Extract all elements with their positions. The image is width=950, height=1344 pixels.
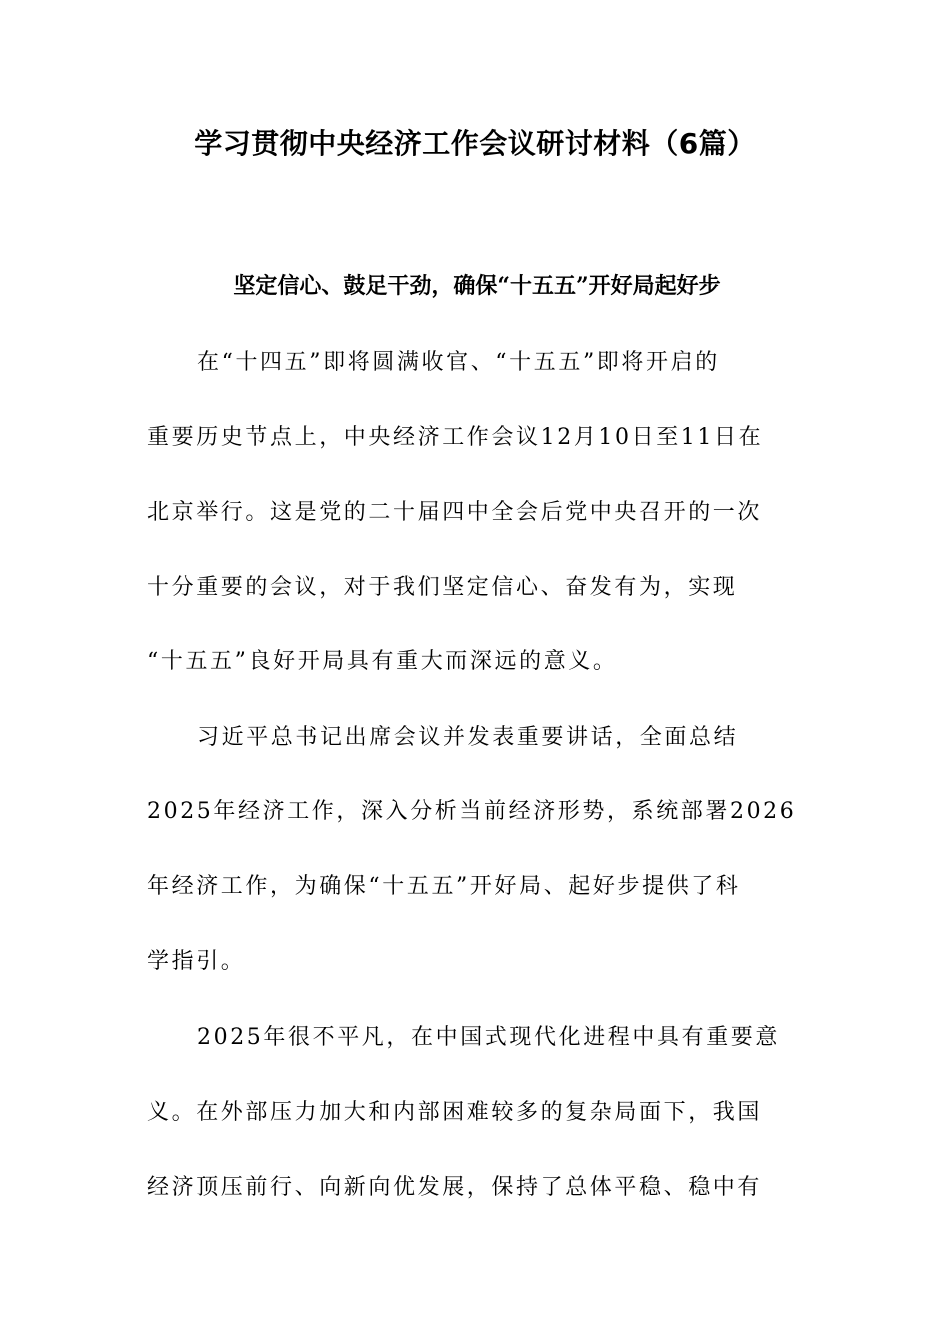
paragraph-line: 义。在外部压力加大和内部困难较多的复杂局面下，我国 bbox=[147, 1100, 763, 1125]
paragraph-line: 在“十四五”即将圆满收官、“十五五”即将开启的 bbox=[197, 350, 720, 375]
paragraph-line: 北京举行。这是党的二十届四中全会后党中央召开的一次 bbox=[147, 500, 763, 525]
paragraph-line: 重要历史节点上，中央经济工作会议12月10日至11日在 bbox=[147, 425, 764, 450]
document-title: 学习贯彻中央经济工作会议研讨材料（6篇） bbox=[194, 127, 756, 160]
paragraph-line: 习近平总书记出席会议并发表重要讲话，全面总结 bbox=[197, 725, 739, 750]
paragraph-line: 学指引。 bbox=[147, 949, 246, 974]
paragraph-line: 十分重要的会议，对于我们坚定信心、奋发有为，实现 bbox=[147, 575, 738, 600]
paragraph-line: 年经济工作，为确保“十五五”开好局、起好步提供了科 bbox=[147, 874, 741, 899]
paragraph-line: 2025年很不平凡，在中国式现代化进程中具有重要意 bbox=[197, 1025, 780, 1050]
paragraph-line: “十五五”良好开局具有重大而深远的意义。 bbox=[147, 649, 618, 674]
section-heading: 坚定信心、鼓足干劲，确保“十五五”开好局起好步 bbox=[233, 273, 721, 299]
paragraph-line: 2025年经济工作，深入分析当前经济形势，系统部署2026 bbox=[147, 799, 797, 824]
paragraph-line: 经济顶压前行、向新向优发展，保持了总体平稳、稳中有 bbox=[147, 1175, 763, 1200]
